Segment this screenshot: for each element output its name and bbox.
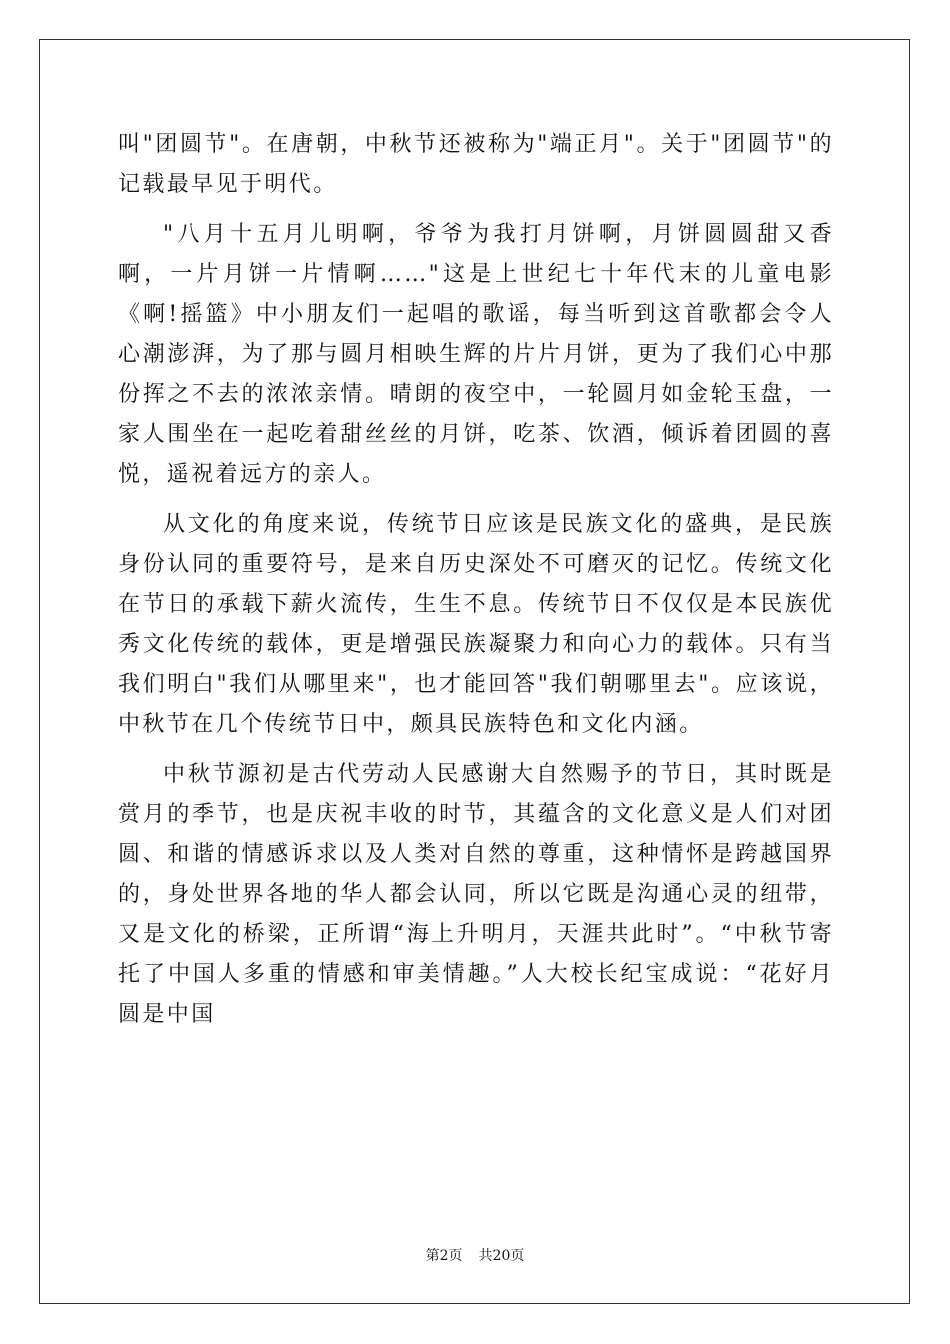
paragraph-1: 叫"团圆节"。在唐朝，中秋节还被称为"端正月"。关于"团圆节"的记载最早见于明代。 (118, 132, 834, 197)
page-number-label: 第2页 (425, 1248, 463, 1264)
paragraph-4: 中秋节源初是古代劳动人民感谢大自然赐予的节日，其时既是赏月的季节，也是庆祝丰收的时节，其蕴含的文化意义是人们对团圆、和谐的情感诉求以及人类对自然的尊重，这种情怀是跨越国界的，身处世界各地的华人都会认同，所以它既是沟通心灵的纽带，又是文化的桥梁，正所谓“海上升明月，天涯共此时”。“中秋节寄托了中国人多重的情感和审美情趣。”人大校长纪宝成说：“花好月圆是中国 (118, 762, 834, 1027)
document-body (118, 125, 834, 1035)
paragraph-2: "八月十五月儿明啊，爷爷为我打月饼啊，月饼圆圆甜又香啊，一片月饼一片情啊……"这是上世纪七十年代末的儿童电影《啊!摇篮》中小朋友们一起唱的歌谣，每当听到这首歌都会令人心潮澎湃，为了那与圆月相映生辉的片片月饼，更为了我们心中那份挥之不去的浓浓亲情。晴朗的夜空中，一轮圆月如金轮玉盘，一家人围坐在一起吃着甜丝丝的月饼，吃茶、饮酒，倾诉着团圆的喜悦，遥祝着远方的亲人。 (118, 222, 834, 487)
total-pages-label: 共20页 (478, 1248, 525, 1264)
page-footer (0, 1245, 950, 1265)
paragraph-3: 从文化的角度来说，传统节日应该是民族文化的盛典，是民族身份认同的重要符号，是来自历史深处不可磨灭的记忆。传统文化在节日的承载下薪火流传，生生不息。传统节日不仅仅是本民族优秀文化传统的载体，更是增强民族凝聚力和向心力的载体。只有当我们明白"我们从哪里来"，也才能回答"我们朝哪里去"。应该说，中秋节在几个传统节日中，颇具民族特色和文化内涵。 (118, 512, 834, 737)
